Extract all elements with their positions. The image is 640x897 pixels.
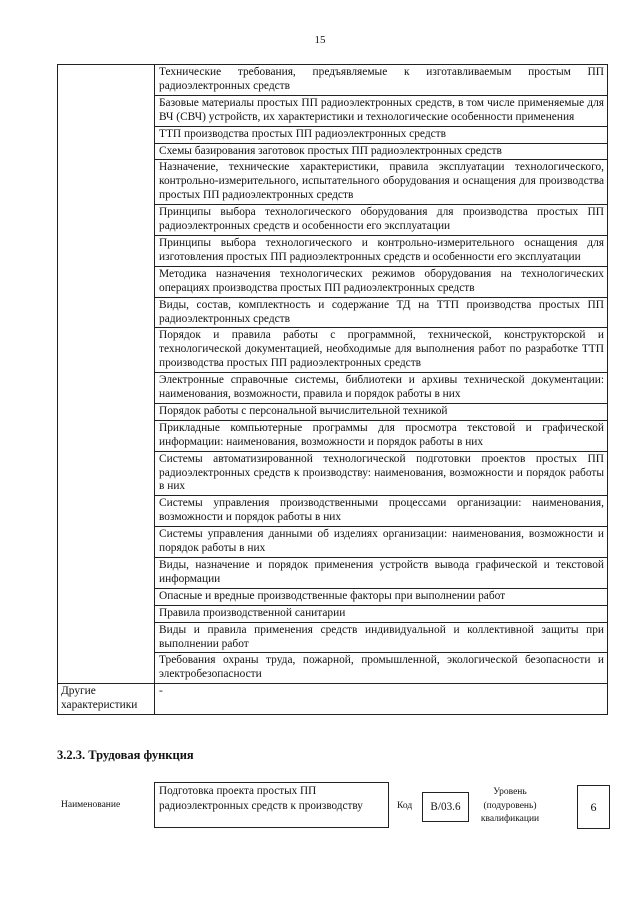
knowledge-item: Требования охраны труда, пожарной, промышленной, экологической безопасности и электробезопасности: [155, 653, 608, 684]
knowledge-label-cell: [58, 65, 155, 684]
knowledge-item: Электронные справочные системы, библиотеки и архивы технической документации: наименования, возможности, правила и порядок работы в них: [155, 373, 608, 404]
knowledge-item: Базовые материалы простых ПП радиоэлектронных средств, в том числе применяемые для ВЧ (СВЧ) устройств, их характеристики и технологические особенности применения: [155, 95, 608, 126]
knowledge-item: ТТП производства простых ПП радиоэлектронных средств: [155, 126, 608, 143]
knowledge-item: Порядок и правила работы с программной, технической, конструкторской и технологической документацией, необходимые для выполнения работ по разработке ТТП производства простых ПП радиоэлектронных средств: [155, 328, 608, 373]
knowledge-row: [58, 65, 608, 96]
knowledge-item: Системы автоматизированной технологической подготовки проектов простых ПП радиоэлектронных средств к производству: наименования, возможности и порядок работы в них: [155, 451, 608, 496]
knowledge-item: Методика назначения технологических режимов оборудования на технологических операциях производства простых ПП радиоэлектронных средств: [155, 266, 608, 297]
section-heading: 3.2.3. Трудовая функция: [57, 748, 194, 762]
knowledge-item: Виды, состав, комплектность и содержание ТД на ТТП производства простых ПП радиоэлектронных средств: [155, 297, 608, 328]
labor-function-row: [57, 780, 617, 832]
knowledge-item: Системы управления производственными процессами организации: наименования, возможности и порядок работы в них: [155, 496, 608, 527]
knowledge-item: Технические требования, предъявляемые к изготавливаемым простым ПП радиоэлектронных средств: [155, 65, 608, 96]
other-characteristics-label: Другие характеристики: [58, 684, 155, 715]
knowledge-item: Прикладные компьютерные программы для просмотра текстовой и графической информации: наименования, возможности и порядок работы в них: [155, 420, 608, 451]
code-value: В/03.6: [422, 792, 469, 822]
other-characteristics-row: [58, 684, 608, 715]
knowledge-item: Виды, назначение и порядок применения устройств вывода графической и текстовой информации: [155, 558, 608, 589]
page-number: 15: [314, 34, 326, 46]
knowledge-item: Виды и правила применения средств индивидуальной и коллективной защиты при выполнении работ: [155, 622, 608, 653]
knowledge-item: Системы управления данными об изделиях организации: наименования, возможности и порядок работы в них: [155, 527, 608, 558]
knowledge-item: Принципы выбора технологического оборудования для производства простых ПП радиоэлектронных средств и особенности его эксплуатации: [155, 205, 608, 236]
knowledge-item: Опасные и вредные производственные факторы при выполнении работ: [155, 588, 608, 605]
knowledge-item: Схемы базирования заготовок простых ПП радиоэлектронных средств: [155, 143, 608, 160]
other-characteristics-value: -: [155, 684, 608, 715]
name-label: Наименование: [61, 800, 121, 810]
knowledge-item: Принципы выбора технологического и контрольно-измерительного оснащения для изготовления простых ПП радиоэлектронных средств и особенности его эксплуатации: [155, 235, 608, 266]
qualification-level-label: Уровень (подуровень) квалификации: [480, 787, 540, 824]
knowledge-item: Назначение, технические характеристики, правила эксплуатации технологического, контрольно-измерительного, испытательного оборудования и оснащения для производства простых ПП радиоэлектронных средств: [155, 160, 608, 205]
knowledge-table: [57, 64, 608, 715]
code-label: Код: [397, 801, 413, 811]
qualification-level-value: 6: [577, 785, 610, 829]
knowledge-item: Правила производственной санитарии: [155, 605, 608, 622]
knowledge-item: Порядок работы с персональной вычислительной техникой: [155, 403, 608, 420]
name-value: Подготовка проекта простых ПП радиоэлектронных средств к производству: [154, 782, 389, 828]
